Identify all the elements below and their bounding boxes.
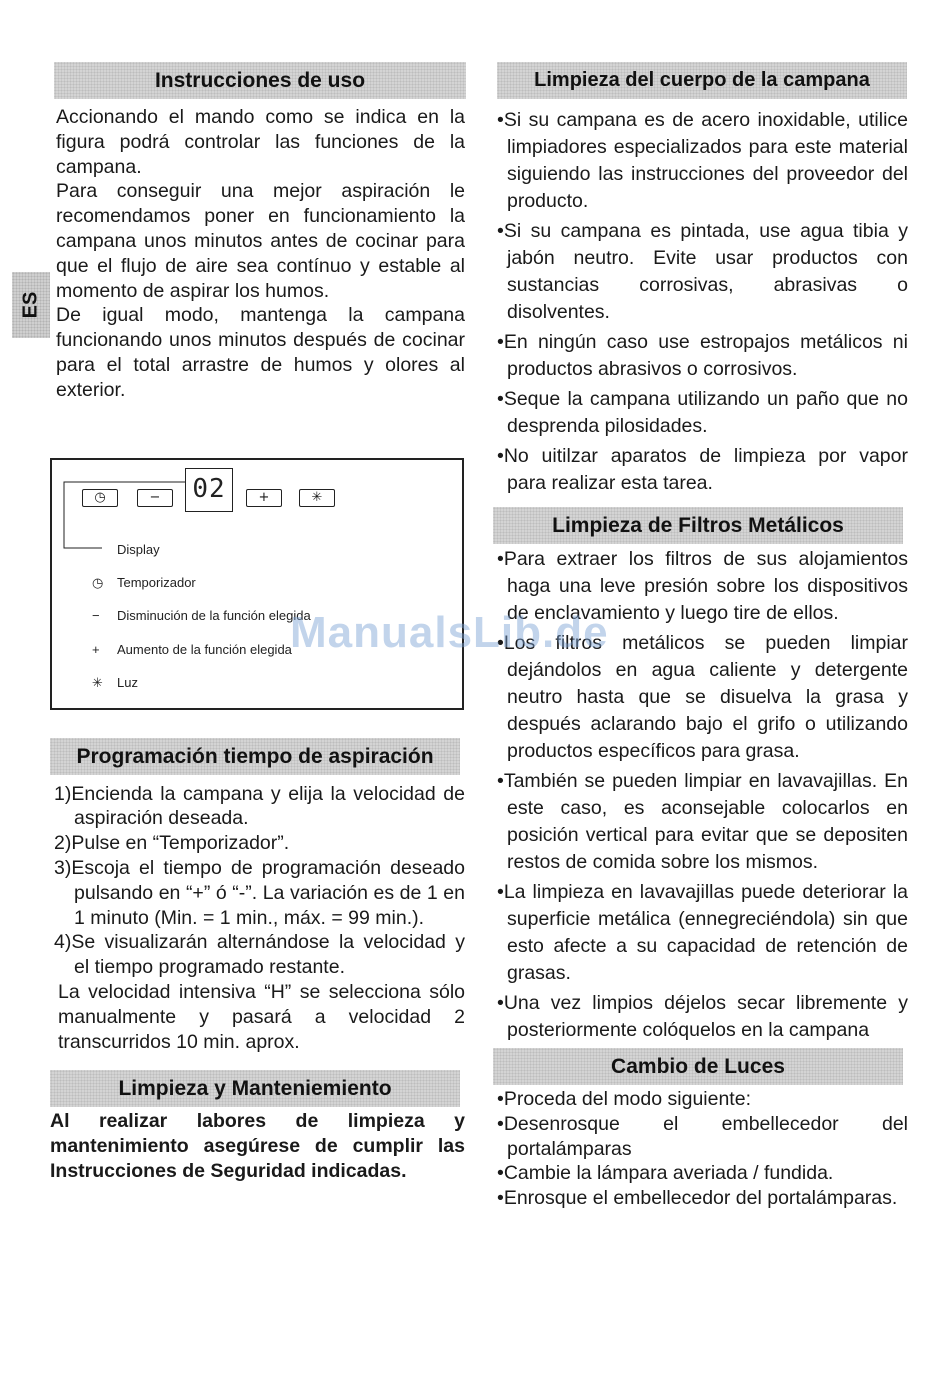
legend-minus-label: Disminución de la función elegida <box>117 607 311 623</box>
legend-minus <box>92 608 311 623</box>
minus-icon: − <box>92 607 100 623</box>
legend-light-label: Luz <box>117 675 138 691</box>
cuerpo-item: •Si su campana es de acero inoxidable, utilice limpiadores especializados para este material siguiendo las instrucciones del proveedor del producto. <box>497 109 908 212</box>
programacion-step: 3)Escoja el tiempo de programación deseado pulsando en “+” ó “-”. La variación es de 1 en 1 minuto (Min. = 1 min., máx. = 99 min.). <box>54 856 465 929</box>
plus-icon: + <box>92 641 100 657</box>
instrucciones-body <box>50 105 465 403</box>
light-icon: ✳ <box>92 674 103 690</box>
legend-display-label: Display <box>117 541 160 557</box>
instrucciones-paragraph-1: Accionando el mando como se indica en la figura podrá controlar las funciones de la campana. <box>56 106 465 178</box>
programacion-step: 2)Pulse en “Temporizador”. <box>54 832 290 855</box>
legend-display <box>92 542 160 557</box>
programacion-step: 4)Se visualizarán alternándose la velocidad y el tiempo programado restante. <box>54 931 465 979</box>
section-header-limpieza-mantenimiento: Limpieza y Manteniemiento <box>50 1070 460 1107</box>
luces-item: •Enrosque el embellecedor del portalámparas. <box>497 1187 898 1210</box>
cuerpo-item: •Seque la campana utilizando un paño que no desprenda pilosidades. <box>497 388 908 437</box>
plus-key-icon: + <box>246 489 282 507</box>
section-header-filtros: Limpieza de Filtros Metálicos <box>493 507 903 544</box>
filtros-item: •La limpieza en lavavajillas puede deteriorar la superficie metálica (ennegreciéndola) sin que esto afecte a su capacidad de retención de grasas. <box>497 881 908 984</box>
luces-item: •Desenrosque el embellecedor del portalámparas <box>497 1112 908 1160</box>
filtros-item: •También se pueden limpiar en lavavajillas. En este caso, es aconsejable colocarlos en posición vertical para evitar que se depositen restos de comida sobre los mismos. <box>497 770 908 873</box>
instrucciones-paragraph-2: Para conseguir una mejor aspiración le recomendamos poner en funcionamiento la campana unos minutos antes de cocinar para que el flujo de aire sea contínuo y estable al momento de aspirar los humos. <box>56 180 465 302</box>
instrucciones-paragraph-3: De igual modo, mantenga la campana funcionando unos minutos después de cocinar para el total arrastre de humos y olores al exterior. <box>56 304 465 401</box>
legend-plus-label: Aumento de la función elegida <box>117 641 292 657</box>
limpieza-mantenimiento-text: Al realizar labores de limpieza y mantenimiento asegúrese de cumplir las Instrucciones de Seguridad indicadas. <box>50 1110 465 1183</box>
section-header-programacion: Programación tiempo de aspiración <box>50 738 460 775</box>
legend-timer <box>92 575 196 591</box>
timer-icon: ◷ <box>92 574 104 590</box>
watermark: ManualsLib.de <box>290 608 609 657</box>
section-header-instrucciones: Instrucciones de uso <box>54 62 466 99</box>
control-panel-diagram <box>50 458 464 710</box>
legend-plus <box>92 642 292 657</box>
cuerpo-item: •No uitilzar aparatos de limpieza por vapor para realizar esta tarea. <box>497 445 908 494</box>
language-tab <box>12 272 50 338</box>
programacion-step: 1)Encienda la campana y elija la velocidad de aspiración deseada. <box>54 782 465 830</box>
luces-list <box>493 1087 908 1211</box>
display-readout: 02 <box>185 468 233 512</box>
cuerpo-item: •En ningún caso use estropajos metálicos ni productos abrasivos o corrosivos. <box>497 331 908 380</box>
cuerpo-item: •Si su campana es pintada, use agua tibia y jabón neutro. Evite usar productos con sustancias corrosivas, abrasivas o disolventes. <box>497 220 908 323</box>
filtros-item: •Los filtros metálicos se pueden limpiar dejándolos en agua caliente y detergente neutro hasta que se disuelva la grasa y después aclarando bajo el grifo o utilizando productos específicos para grasa. <box>497 632 908 762</box>
luces-item: •Proceda del modo siguiente: <box>497 1088 751 1110</box>
luces-item: •Cambie la lámpara averiada / fundida. <box>497 1162 834 1185</box>
section-header-cuerpo: Limpieza del cuerpo de la campana <box>497 62 907 99</box>
programacion-steps <box>50 782 465 1055</box>
filtros-item: •Para extraer los filtros de sus alojamientos haga una leve presión sobre los dispositivos de enclavamiento y luego tire de ellos. <box>497 548 908 624</box>
minus-key-icon: − <box>137 489 173 507</box>
section-header-luces: Cambio de Luces <box>493 1048 903 1085</box>
legend-light <box>92 675 138 691</box>
timer-key-icon: ◷ <box>82 489 118 507</box>
programacion-note: La velocidad intensiva “H” se selecciona sólo manualmente y pasará a velocidad 2 transcurridos 10 min. aprox. <box>58 980 465 1053</box>
filtros-item: •Una vez limpios déjelos secar libremente y posteriormente colóquelos en la campana <box>497 992 908 1041</box>
light-key-icon: ✳ <box>299 489 335 507</box>
legend-timer-label: Temporizador <box>117 575 196 591</box>
cuerpo-list <box>493 107 908 497</box>
language-tab-label: ES <box>19 291 42 319</box>
